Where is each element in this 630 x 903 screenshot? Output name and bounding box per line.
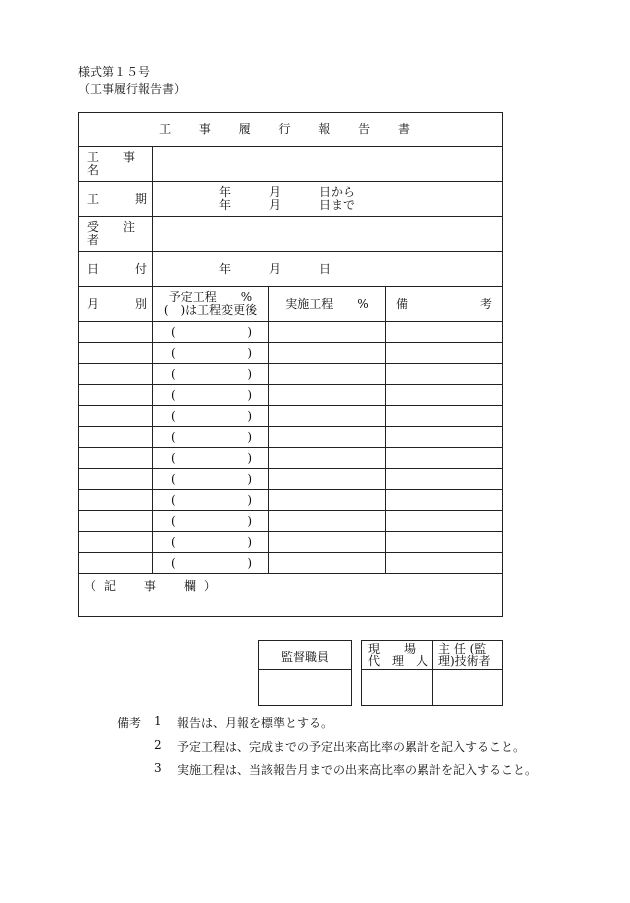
paren-open: ( bbox=[171, 471, 176, 486]
paren-close: ) bbox=[247, 471, 252, 486]
actual-cell[interactable] bbox=[269, 448, 386, 469]
actual-cell[interactable] bbox=[269, 406, 386, 427]
table-row bbox=[79, 427, 503, 448]
paren-close: ) bbox=[247, 387, 252, 402]
scheduled-cell[interactable] bbox=[153, 553, 269, 574]
actual-cell[interactable] bbox=[269, 553, 386, 574]
actual-cell[interactable] bbox=[269, 364, 386, 385]
month-cell[interactable] bbox=[79, 448, 153, 469]
remarks-cell[interactable] bbox=[386, 343, 503, 364]
site-agent-label: 現 場 代 理 人 bbox=[368, 642, 429, 668]
paren-close: ) bbox=[247, 513, 252, 528]
actual-cell[interactable] bbox=[269, 511, 386, 532]
paren-close: ) bbox=[247, 324, 252, 339]
remarks-cell[interactable] bbox=[386, 469, 503, 490]
date-field[interactable]: 年 月 日 bbox=[153, 252, 503, 287]
actual-cell[interactable] bbox=[269, 490, 386, 511]
form-number: 様式第１５号 bbox=[78, 65, 151, 79]
paren-close: ) bbox=[247, 429, 252, 444]
note-3-text: 実施工程は、当該報告月までの出来高比率の累計を記入すること。 bbox=[177, 763, 538, 777]
month-cell[interactable] bbox=[79, 469, 153, 490]
note-3-num: 3 bbox=[154, 761, 162, 775]
scheduled-cell[interactable] bbox=[153, 385, 269, 406]
remarks-cell[interactable] bbox=[386, 427, 503, 448]
table-row bbox=[79, 406, 503, 427]
paren-open: ( bbox=[171, 408, 176, 423]
col-remarks-header: 備 考 bbox=[386, 287, 503, 322]
note-2-text: 予定工程は、完成までの予定出来高比率の累計を記入すること。 bbox=[177, 740, 526, 754]
notes-label: 備考 bbox=[117, 716, 142, 730]
remarks-cell[interactable] bbox=[386, 490, 503, 511]
paren-close: ) bbox=[247, 366, 252, 381]
remarks-cell[interactable] bbox=[386, 532, 503, 553]
actual-cell[interactable] bbox=[269, 532, 386, 553]
paren-open: ( bbox=[171, 387, 176, 402]
month-cell[interactable] bbox=[79, 385, 153, 406]
actual-cell[interactable] bbox=[269, 343, 386, 364]
table-row bbox=[79, 364, 503, 385]
scheduled-cell[interactable] bbox=[153, 406, 269, 427]
paren-close: ) bbox=[247, 492, 252, 507]
scheduled-cell[interactable] bbox=[153, 427, 269, 448]
paren-open: ( bbox=[171, 429, 176, 444]
paren-close: ) bbox=[247, 450, 252, 465]
label-work-name: 工 事 名 bbox=[79, 147, 153, 182]
month-cell[interactable] bbox=[79, 364, 153, 385]
report-table bbox=[78, 112, 503, 617]
paren-open: ( bbox=[171, 366, 176, 381]
scheduled-cell[interactable] bbox=[153, 469, 269, 490]
scheduled-cell[interactable] bbox=[153, 511, 269, 532]
scheduled-cell[interactable] bbox=[153, 343, 269, 364]
table-row bbox=[79, 553, 503, 574]
remarks-cell[interactable] bbox=[386, 553, 503, 574]
col-month-header: 月 別 bbox=[79, 287, 153, 322]
table-row bbox=[79, 385, 503, 406]
remarks-cell[interactable] bbox=[386, 406, 503, 427]
paren-open: ( bbox=[171, 450, 176, 465]
month-cell[interactable] bbox=[79, 406, 153, 427]
work-name-field[interactable] bbox=[153, 147, 503, 182]
paren-open: ( bbox=[171, 555, 176, 570]
month-cell[interactable] bbox=[79, 427, 153, 448]
remarks-cell[interactable] bbox=[386, 322, 503, 343]
remarks-cell[interactable] bbox=[386, 364, 503, 385]
month-cell[interactable] bbox=[79, 490, 153, 511]
remarks-cell[interactable] bbox=[386, 385, 503, 406]
month-cell[interactable] bbox=[79, 343, 153, 364]
col-scheduled-header: 予定工程 % ( )は工程変更後 bbox=[153, 287, 269, 322]
inspector-label: 監督職員 bbox=[280, 650, 329, 664]
actual-cell[interactable] bbox=[269, 322, 386, 343]
scheduled-cell[interactable] bbox=[153, 322, 269, 343]
month-cell[interactable] bbox=[79, 322, 153, 343]
table-row bbox=[79, 322, 503, 343]
label-contractor: 受 注 者 bbox=[79, 217, 153, 252]
table-row bbox=[79, 490, 503, 511]
notes-section[interactable]: （記 事 欄） bbox=[79, 574, 503, 617]
paren-open: ( bbox=[171, 492, 176, 507]
label-period: 工 期 bbox=[79, 182, 153, 217]
site-agent-box[interactable] bbox=[361, 640, 503, 706]
contractor-field[interactable] bbox=[153, 217, 503, 252]
scheduled-cell[interactable] bbox=[153, 532, 269, 553]
actual-cell[interactable] bbox=[269, 427, 386, 448]
scheduled-cell[interactable] bbox=[153, 490, 269, 511]
paren-open: ( bbox=[171, 324, 176, 339]
inspector-box[interactable] bbox=[258, 640, 352, 706]
paren-close: ) bbox=[247, 555, 252, 570]
paren-open: ( bbox=[171, 345, 176, 360]
form-title: 工 事 履 行 報 告 書 bbox=[79, 113, 503, 147]
actual-cell[interactable] bbox=[269, 385, 386, 406]
paren-open: ( bbox=[171, 513, 176, 528]
col-actual-header: 実施工程 % bbox=[269, 287, 386, 322]
period-field[interactable]: 年 月 日から 年 月 日まで bbox=[153, 182, 503, 217]
remarks-cell[interactable] bbox=[386, 448, 503, 469]
table-row bbox=[79, 469, 503, 490]
label-date: 日 付 bbox=[79, 252, 153, 287]
actual-cell[interactable] bbox=[269, 469, 386, 490]
scheduled-cell[interactable] bbox=[153, 448, 269, 469]
table-row bbox=[79, 448, 503, 469]
table-row bbox=[79, 532, 503, 553]
table-row bbox=[79, 343, 503, 364]
paren-open: ( bbox=[171, 534, 176, 549]
chief-engineer-label: 主 任 (監 理)技術者 bbox=[438, 642, 491, 668]
month-cell[interactable] bbox=[79, 553, 153, 574]
paren-close: ) bbox=[247, 534, 252, 549]
paren-close: ) bbox=[247, 408, 252, 423]
month-cell[interactable] bbox=[79, 532, 153, 553]
paren-close: ) bbox=[247, 345, 252, 360]
form-name: （工事履行報告書） bbox=[78, 82, 187, 96]
note-1-text: 報告は、月報を標準とする。 bbox=[177, 716, 334, 730]
table-row bbox=[79, 511, 503, 532]
scheduled-cell[interactable] bbox=[153, 364, 269, 385]
month-cell[interactable] bbox=[79, 511, 153, 532]
remarks-cell[interactable] bbox=[386, 511, 503, 532]
note-1-num: 1 bbox=[154, 714, 162, 728]
note-2-num: 2 bbox=[154, 738, 162, 752]
